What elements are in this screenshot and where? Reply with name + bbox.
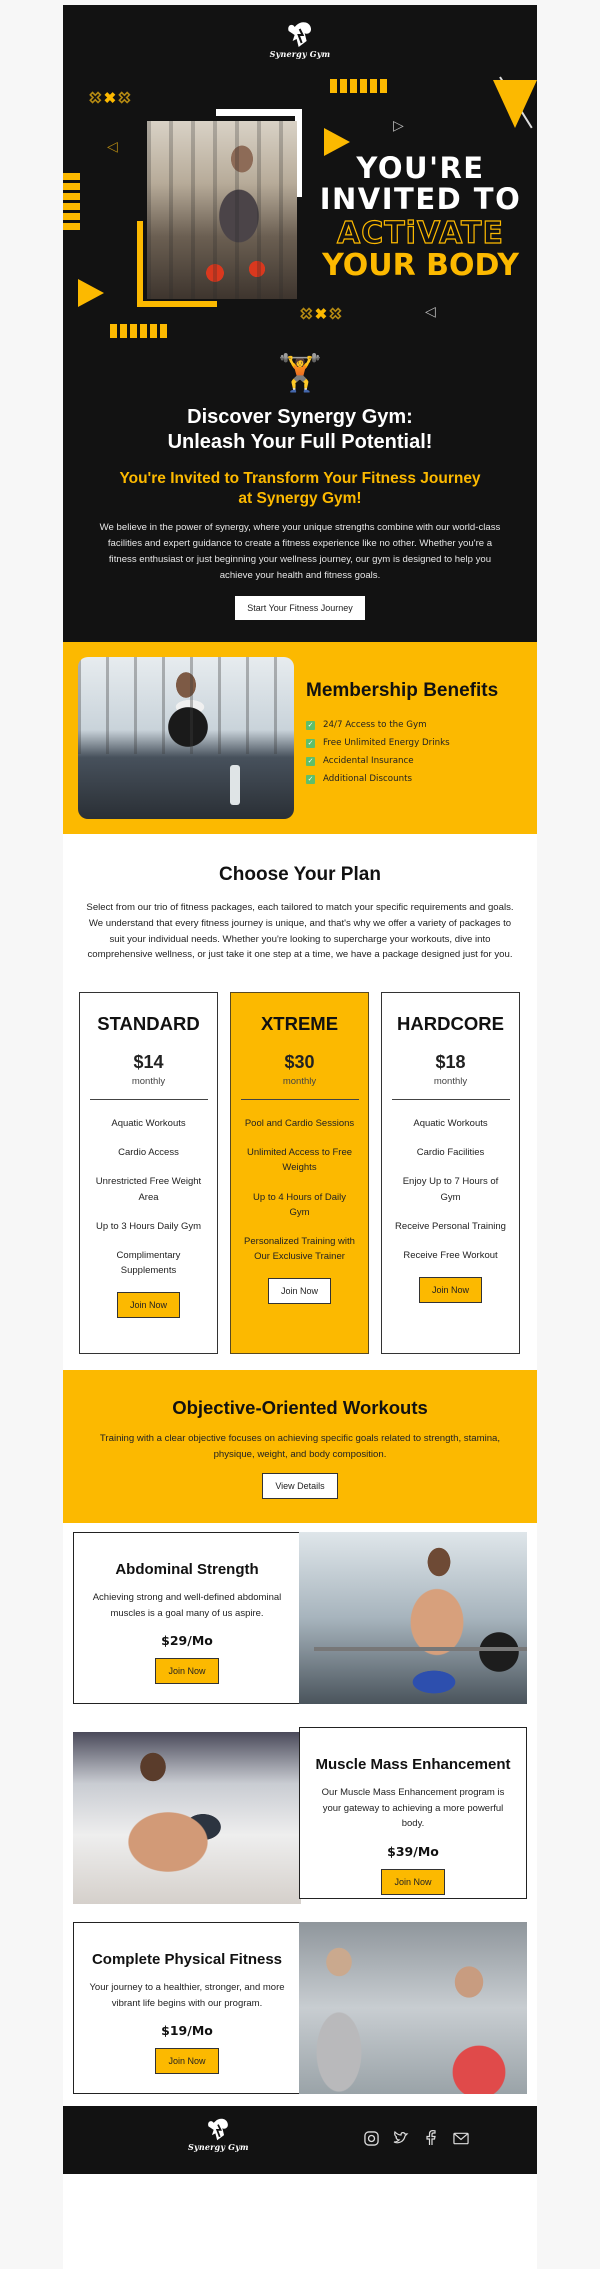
program-description: Our Muscle Mass Enhancement program is your gateway to achieving a more powerful body. [321, 1787, 505, 1830]
checkmark-icon: ✓ [307, 757, 314, 765]
plan-feature: Up to 3 Hours Daily Gym [95, 1220, 202, 1232]
program-photo-barbell [299, 1532, 527, 1704]
facebook-icon[interactable] [423, 2130, 439, 2146]
plans-title: Choose Your Plan [219, 864, 381, 885]
cross-pattern-icon: ✖ ✖ ✖ [89, 90, 131, 107]
objective-workouts-section [63, 1370, 537, 1523]
divider [241, 1099, 359, 1100]
flexing-arm-logo-icon [283, 19, 317, 49]
email-container [63, 5, 537, 2269]
plan-feature: Unlimited Access to Free Weights [246, 1147, 353, 1174]
join-xtreme-button[interactable]: Join Now [268, 1278, 331, 1304]
checkmark-icon: ✓ [307, 721, 314, 729]
objective-title: Objective-Oriented Workouts [172, 1397, 428, 1418]
plan-feature: Enjoy Up to 7 Hours of Gym [402, 1176, 499, 1203]
hero-subtitle-line: at Synergy Gym! [238, 490, 362, 508]
view-details-button[interactable]: View Details [262, 1473, 337, 1499]
divider [90, 1099, 208, 1100]
benefits-title: Membership Benefits [306, 680, 499, 701]
social-links [363, 2130, 469, 2146]
program-description: Your journey to a healthier, stronger, and more vibrant life begins with our program. [89, 1982, 285, 2009]
program-muscle-mass [73, 1727, 527, 1899]
checkmark-icon: ✓ [307, 775, 314, 783]
footer-logo[interactable] [188, 2116, 249, 2152]
plan-feature: Pool and Cardio Sessions [244, 1118, 355, 1129]
benefits-photo-man-resting [78, 657, 294, 819]
brand-logo[interactable] [270, 19, 331, 59]
plan-card-standard [79, 992, 218, 1354]
program-card [73, 1922, 301, 2094]
triangle-outline-icon: ▷ [393, 117, 404, 133]
program-price: $19/Mo [161, 2023, 213, 2039]
hero-section [63, 5, 537, 642]
program-price: $39/Mo [387, 1844, 439, 1860]
instagram-icon[interactable] [363, 2130, 379, 2146]
program-photo-dumbbell-curl [73, 1732, 301, 1904]
hero-subtitle-line: You're Invited to Transform Your Fitness Journey [119, 470, 481, 487]
triangle-outline-icon: ◁ [107, 138, 118, 154]
benefit-label: Additional Discounts [323, 774, 413, 784]
plan-feature: Up to 4 Hours of Daily Gym [253, 1191, 346, 1218]
benefit-item [306, 734, 498, 752]
hero-title-line: Discover Synergy Gym: [187, 406, 413, 428]
program-abdominal-strength [73, 1532, 527, 1704]
footer [63, 2106, 537, 2174]
divider [392, 1099, 510, 1100]
brand-name: Synergy Gym [188, 2142, 249, 2152]
weightlifter-emoji-icon: 🏋️ [277, 352, 323, 393]
benefits-content [306, 680, 498, 788]
checkmark-icon: ✓ [307, 739, 314, 747]
objective-description: Training with a clear objective focuses on achieving specific goals related to strength, stamina, physique, weight, and body composition. [99, 1433, 501, 1460]
bar-pattern-icon [63, 173, 80, 230]
benefit-label: 24/7 Access to the Gym [323, 720, 427, 730]
benefit-label: Accidental Insurance [323, 756, 414, 766]
email-icon[interactable] [453, 2130, 469, 2146]
plan-price: $14 [133, 1052, 164, 1072]
benefit-item [306, 770, 498, 788]
program-description: Achieving strong and well-defined abdominal muscles is a goal many of us aspire. [92, 1592, 282, 1619]
choose-plan-section [63, 834, 537, 1370]
plan-price: $30 [284, 1052, 315, 1072]
join-hardcore-button[interactable]: Join Now [419, 1277, 482, 1303]
membership-benefits-section [63, 642, 537, 834]
program-complete-fitness [73, 1922, 527, 2094]
benefit-label: Free Unlimited Energy Drinks [323, 738, 450, 748]
program-photo-women-stretching [299, 1922, 527, 2094]
plan-feature: Aquatic Workouts [111, 1118, 186, 1129]
flexing-arm-logo-icon [203, 2116, 233, 2142]
program-price: $29/Mo [161, 1633, 213, 1649]
headline-line: INVITED TO [319, 182, 522, 217]
plan-feature: Personalized Training with Our Exclusive Trainer [244, 1235, 355, 1263]
hero-photo-man-lunge-kettlebells [147, 121, 297, 299]
bar-pattern-icon [110, 324, 167, 338]
hero-title-line: Unleash Your Full Potential! [167, 431, 433, 453]
plan-feature: Receive Free Workout [403, 1249, 498, 1261]
hero-title [93, 405, 507, 455]
twitter-icon[interactable] [393, 2130, 409, 2146]
cross-pattern-icon: ✖ ✖ ✖ [300, 306, 342, 323]
program-title: Complete Physical Fitness [91, 1951, 283, 1968]
striped-triangle-icon [78, 279, 104, 307]
join-standard-button[interactable]: Join Now [117, 1292, 180, 1318]
headline-line: ACTiVATE [336, 215, 504, 251]
headline-line: YOUR BODY [322, 248, 519, 284]
plan-name: HARDCORE [397, 1013, 504, 1034]
triangle-outline-icon: ◁ [425, 303, 436, 319]
plan-name: XTREME [260, 1013, 339, 1034]
hero-intro [63, 352, 537, 620]
plan-name: STANDARD [97, 1013, 200, 1034]
plan-price: $18 [435, 1052, 466, 1072]
hero-subtitle [93, 469, 507, 509]
hero-headline [313, 153, 528, 282]
plan-cards [79, 992, 520, 1354]
plan-period: monthly [282, 1076, 317, 1087]
join-abdominal-button[interactable]: Join Now [155, 1658, 218, 1684]
benefit-item [306, 716, 498, 734]
plan-feature: Cardio Access [118, 1147, 179, 1159]
striped-triangle-icon [324, 128, 350, 156]
plan-feature: Aquatic Workouts [413, 1118, 488, 1129]
benefits-list [306, 716, 498, 788]
hero-description: We believe in the power of synergy, where your unique strengths combine with our world-class facilities and expert guidance to create a fitness experience like no other. Whether you're a fitness enthusiast or just beginning your wellness journey, our gym is designed to help you achieve your health and fitness goals. [99, 522, 501, 581]
program-title: Muscle Mass Enhancement [315, 1756, 511, 1773]
program-title: Abdominal Strength [115, 1561, 259, 1578]
join-complete-fitness-button[interactable]: Join Now [155, 2048, 218, 2074]
plan-period: monthly [433, 1076, 468, 1087]
headline-line: YOU'RE [356, 151, 485, 185]
brand-name: Synergy Gym [269, 49, 331, 59]
start-journey-button[interactable]: Start Your Fitness Journey [235, 596, 365, 620]
plans-intro: Select from our trio of fitness packages, each tailored to match your specific requirements and goals. We understand that every fitness journey is unique, and that's why we offer a variety of packages to suit your individual needs. Whether you're looking to supercharge your workouts, dive into comprehensive wellness, or just take it one step at a time, we have a package designed just for you. [86, 902, 514, 961]
join-muscle-mass-button[interactable]: Join Now [381, 1869, 444, 1895]
plan-feature: Unrestricted Free Weight Area [95, 1176, 202, 1203]
program-card [299, 1727, 527, 1899]
plan-period: monthly [131, 1076, 166, 1087]
plan-feature: Cardio Facilities [416, 1147, 485, 1159]
bar-pattern-icon [330, 79, 387, 93]
triangle-icon [493, 80, 537, 128]
plan-feature: Receive Personal Training [395, 1220, 506, 1232]
program-card [73, 1532, 301, 1704]
benefit-item [306, 752, 498, 770]
plan-card-xtreme [230, 992, 369, 1354]
plan-card-hardcore [381, 992, 520, 1354]
plan-feature: Complimentary Supplements [116, 1249, 181, 1277]
